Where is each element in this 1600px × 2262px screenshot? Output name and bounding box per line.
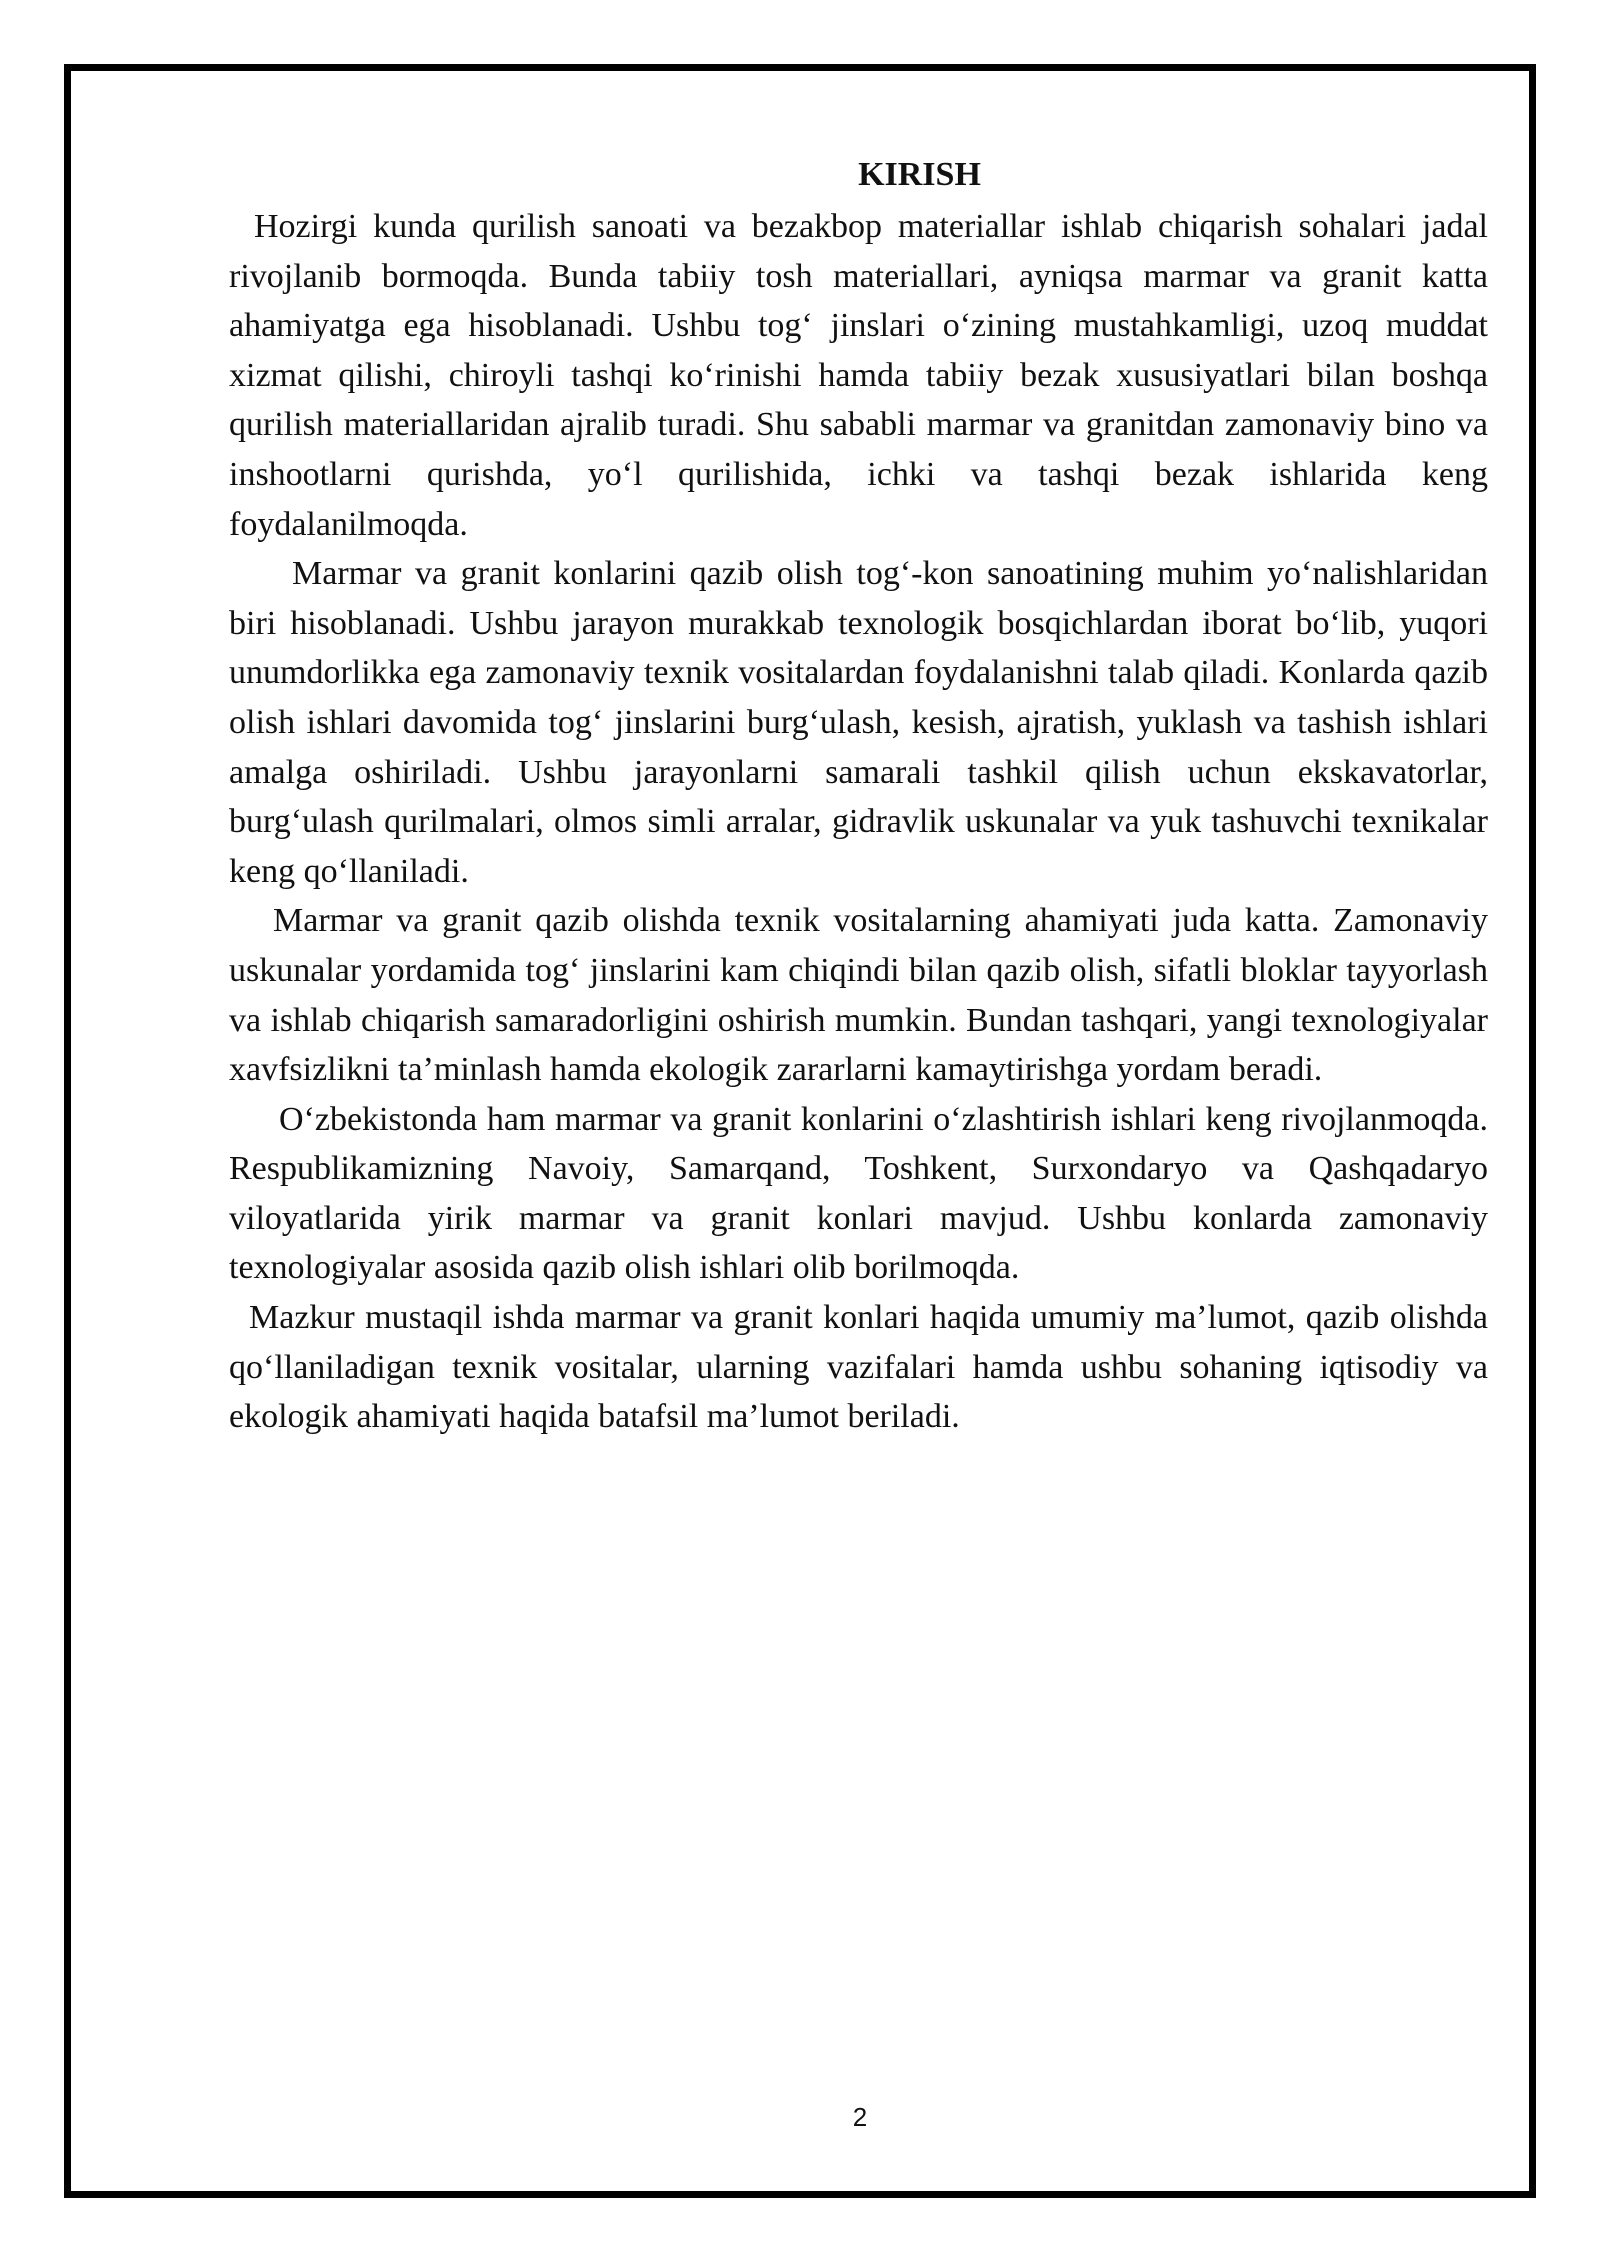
paragraph-4: O‘zbekistonda ham marmar va granit konlarini o‘zlashtirish ishlari keng rivojlanmoqda. Respublikamizning Navoiy, Samarqand, Toshkent, Surxondaryo va Qashqadaryo viloyatlarida yirik marmar va granit konlari mavjud. Ushbu konlarda zamonaviy texnologiyalar asosida qazib olish ishlari olib borilmoqda. (229, 1100, 1488, 1287)
paragraph-2: Marmar va granit konlarini qazib olish tog‘-kon sanoatining muhim yo‘nalishlaridan biri hisoblanadi. Ushbu jarayon murakkab texnologik bosqichlardan iborat bo‘lib, yuqori unumdorlikka ega zamonaviy texnik vositalardan foydalanishni talab qiladi. Konlarda qazib olish ishlari davomida tog‘ jinslarini burg‘ulash, kesish, ajratish, yuklash va tashish ishlari amalga oshiriladi. Ushbu jarayonlarni samarali tashkil qilish uchun ekskavatorlar, burg‘ulash qurilmalari, olmos simli arralar, gidravlik uskunalar va yuk tashuvchi texnikalar keng qo‘llaniladi. (229, 555, 1488, 890)
paragraph-1: Hozirgi kunda qurilish sanoati va bezakbop materiallar ishlab chiqarish sohalari jadal rivojlanib bormoqda. Bunda tabiiy tosh materiallari, ayniqsa marmar va granit katta ahamiyatga ega hisoblanadi. Ushbu tog‘ jinslari o‘zining mustahkamligi, uzoq muddat xizmat qilishi, chiroyli tashqi ko‘rinishi hamda tabiiy bezak xususiyatlari bilan boshqa qurilish materiallaridan ajralib turadi. Shu sababli marmar va granitdan zamonaviy bino va inshootlarni qurishda, yo‘l qurilishida, ichki va tashqi bezak ishlarida keng foydalanilmoqda. (229, 208, 1488, 543)
section-title: KIRISH (858, 156, 981, 193)
document-body (229, 148, 1488, 1442)
paragraph-5: Mazkur mustaqil ishda marmar va granit konlari haqida umumiy ma’lumot, qazib olishda qo‘llaniladigan texnik vositalar, ularning vazifalari hamda ushbu sohaning iqtisodiy va ekologik ahamiyati haqida batafsil ma’lumot beriladi. (229, 1299, 1488, 1436)
paragraph-3: Marmar va granit qazib olishda texnik vositalarning ahamiyati juda katta. Zamonaviy uskunalar yordamida tog‘ jinslarini kam chiqindi bilan qazib olish, sifatli bloklar tayyorlash va ishlab chiqarish samaradorligini oshirish mumkin. Bundan tashqari, yangi texnologiyalar xavfsizlikni ta’minlash hamda ekologik zararlarni kamaytirishga yordam beradi. (229, 902, 1488, 1089)
page-number: 2 (852, 2102, 868, 2132)
